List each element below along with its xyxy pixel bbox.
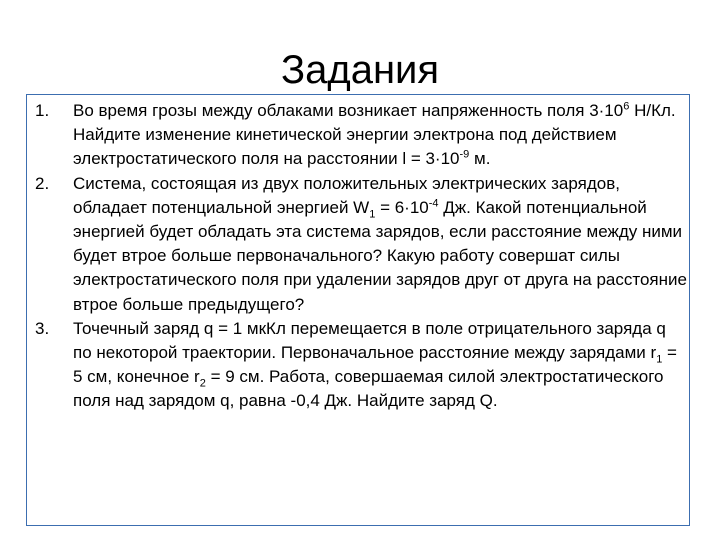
task-number: 3. [35, 318, 50, 338]
task-text-segment: Система, состоящая из двух положительных электрических зарядов, обладает потенциальной энергией W [73, 173, 620, 217]
task-text-segment: Точечный заряд q = 1 мкКл перемещается в поле отрицательного заряда q по некоторой траектории. Первоначальное расстояние между зарядами r [73, 318, 666, 363]
task-number: 2. [35, 173, 50, 193]
subscript: 1 [369, 208, 376, 221]
task-text-segment: Дж. Какой потенциальной энергией будет обладать эта система зарядов, если расстояние между ними будет втрое больше первоначального? Какую работу совершат силы электростатического поля при удалении зарядов друг от друга на расстояние втрое больше предыдущего? [73, 197, 687, 314]
task-text-segment: = 5 см, конечное r [73, 343, 677, 387]
task-box [26, 94, 690, 526]
task-text [73, 99, 687, 172]
slide-title: Задания [280, 48, 440, 92]
task-text [73, 172, 687, 317]
task-item [35, 317, 687, 414]
task-number: 1. [35, 101, 50, 120]
superscript: -4 [428, 197, 439, 210]
task-item [35, 172, 687, 317]
subscript: 1 [656, 353, 663, 366]
task-text-segment: = 6·10 [375, 197, 429, 217]
task-text [73, 317, 687, 414]
task-text-segment: Во время грозы между облаками возникает напряженность поля 3·10 [73, 101, 624, 120]
subscript: 2 [199, 377, 206, 390]
task-text-segment: м. [469, 149, 491, 169]
task-text-segment: = 9 см. Работа, совершаемая силой электростатического поля над зарядом q, равна -0,4 Дж. Найдите заряд Q. [73, 367, 664, 411]
task-list [35, 99, 687, 414]
task-text-segment: Н/Кл. Найдите изменение кинетической энергии электрона под действием электростатического поля на расстоянии l = 3·10 [73, 101, 676, 169]
superscript: 6 [623, 100, 630, 113]
superscript: -9 [459, 148, 470, 161]
task-item [35, 99, 687, 172]
